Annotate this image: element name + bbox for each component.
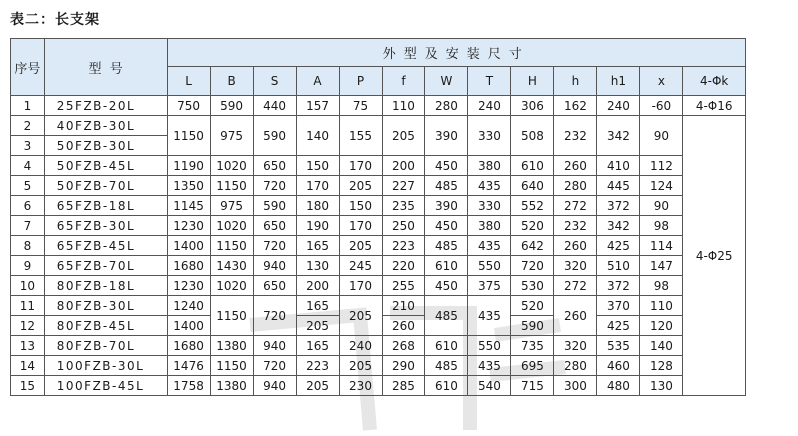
cell-S: 650 (253, 276, 296, 296)
cell-B: 1150 (210, 176, 253, 196)
cell-x: 98 (640, 216, 683, 236)
cell-A: 180 (296, 196, 339, 216)
cell-h1: 480 (597, 376, 640, 396)
cell-h1: 370 (597, 296, 640, 316)
cell-L: 1758 (167, 376, 210, 396)
header-model: 型 号 (44, 39, 167, 96)
cell-f: 255 (382, 276, 425, 296)
cell-L: 1400 (167, 236, 210, 256)
cell-S: 720 (253, 296, 296, 336)
cell-W: 485 (425, 356, 468, 376)
cell-model: 50FZB-45L (44, 156, 167, 176)
cell-f: 210 (382, 296, 425, 316)
table-row (11, 176, 746, 196)
table-row (11, 216, 746, 236)
cell-model: 100FZB-45L (44, 376, 167, 396)
cell-H: 695 (511, 356, 554, 376)
cell-f: 205 (382, 116, 425, 156)
cell-seq: 14 (11, 356, 45, 376)
cell-T: 435 (468, 356, 511, 376)
cell-f: 223 (382, 236, 425, 256)
cell-L: 1150 (167, 116, 210, 156)
cell-P: 170 (339, 156, 382, 176)
cell-S: 650 (253, 156, 296, 176)
cell-seq: 3 (11, 136, 45, 156)
table-row (11, 96, 746, 116)
cell-W: 390 (425, 196, 468, 216)
header-col-A: A (296, 67, 339, 96)
cell-H: 530 (511, 276, 554, 296)
cell-seq: 6 (11, 196, 45, 216)
cell-T: 380 (468, 216, 511, 236)
cell-T: 435 (468, 236, 511, 256)
table-row (11, 296, 746, 316)
cell-P: 155 (339, 116, 382, 156)
cell-A: 190 (296, 216, 339, 236)
cell-seq: 2 (11, 116, 45, 136)
cell-W: 450 (425, 216, 468, 236)
cell-S: 650 (253, 216, 296, 236)
cell-h: 280 (554, 356, 597, 376)
cell-h1: 342 (597, 216, 640, 236)
cell-f: 235 (382, 196, 425, 216)
cell-H: 552 (511, 196, 554, 216)
header-col-S: S (253, 67, 296, 96)
cell-A: 170 (296, 176, 339, 196)
table-row (11, 276, 746, 296)
cell-model: 40FZB-30L (44, 116, 167, 136)
cell-A: 200 (296, 276, 339, 296)
cell-B: 975 (210, 196, 253, 216)
cell-x: -60 (640, 96, 683, 116)
cell-h1: 240 (597, 96, 640, 116)
cell-seq: 12 (11, 316, 45, 336)
cell-P: 75 (339, 96, 382, 116)
cell-model: 50FZB-70L (44, 176, 167, 196)
cell-seq: 10 (11, 276, 45, 296)
cell-P: 205 (339, 296, 382, 336)
cell-h: 260 (554, 236, 597, 256)
cell-h1: 425 (597, 316, 640, 336)
cell-model: 65FZB-70L (44, 256, 167, 276)
cell-A: 205 (296, 376, 339, 396)
cell-L: 1350 (167, 176, 210, 196)
cell-A: 205 (296, 316, 339, 336)
cell-seq: 15 (11, 376, 45, 396)
cell-L: 1680 (167, 336, 210, 356)
cell-H: 610 (511, 156, 554, 176)
cell-f: 268 (382, 336, 425, 356)
cell-P: 170 (339, 216, 382, 236)
cell-seq: 9 (11, 256, 45, 276)
cell-h: 232 (554, 216, 597, 236)
cell-L: 1145 (167, 196, 210, 216)
cell-h1: 372 (597, 196, 640, 216)
cell-L: 1230 (167, 276, 210, 296)
cell-B: 975 (210, 116, 253, 156)
cell-model: 100FZB-30L (44, 356, 167, 376)
cell-h1: 372 (597, 276, 640, 296)
cell-P: 170 (339, 276, 382, 296)
cell-x: 90 (640, 196, 683, 216)
cell-h1: 410 (597, 156, 640, 176)
table-row (11, 376, 746, 396)
header-col-B: B (210, 67, 253, 96)
cell-h: 260 (554, 156, 597, 176)
cell-h: 320 (554, 336, 597, 356)
cell-P: 240 (339, 336, 382, 356)
cell-f: 110 (382, 96, 425, 116)
cell-h: 300 (554, 376, 597, 396)
cell-L: 750 (167, 96, 210, 116)
cell-W: 390 (425, 116, 468, 156)
cell-S: 720 (253, 176, 296, 196)
table-caption: 表二：长支架 (10, 12, 100, 28)
cell-h1: 445 (597, 176, 640, 196)
cell-x: 124 (640, 176, 683, 196)
header-col-H: H (511, 67, 554, 96)
cell-T: 240 (468, 96, 511, 116)
cell-S: 590 (253, 196, 296, 216)
cell-H: 306 (511, 96, 554, 116)
cell-seq: 4 (11, 156, 45, 176)
cell-T: 380 (468, 156, 511, 176)
header-dimensions-group: 外型及安装尺寸 (167, 39, 745, 67)
long-bracket-dimension-table (10, 38, 746, 396)
cell-model: 80FZB-45L (44, 316, 167, 336)
table-row (11, 236, 746, 256)
cell-W: 485 (425, 296, 468, 336)
cell-T: 540 (468, 376, 511, 396)
cell-W: 610 (425, 336, 468, 356)
cell-L: 1230 (167, 216, 210, 236)
cell-model: 65FZB-18L (44, 196, 167, 216)
cell-P: 245 (339, 256, 382, 276)
cell-h1: 510 (597, 256, 640, 276)
cell-P: 205 (339, 356, 382, 376)
header-col-P: P (339, 67, 382, 96)
table-row (11, 356, 746, 376)
cell-T: 330 (468, 196, 511, 216)
cell-h1: 535 (597, 336, 640, 356)
cell-seq: 8 (11, 236, 45, 256)
table-row (11, 116, 746, 136)
cell-T: 330 (468, 116, 511, 156)
header-col-h: h (554, 67, 597, 96)
cell-H: 720 (511, 256, 554, 276)
cell-x: 114 (640, 236, 683, 256)
cell-h: 280 (554, 176, 597, 196)
cell-S: 940 (253, 336, 296, 356)
cell-W: 485 (425, 236, 468, 256)
cell-H: 520 (511, 296, 554, 316)
cell-P: 205 (339, 176, 382, 196)
cell-B: 590 (210, 96, 253, 116)
cell-h1: 460 (597, 356, 640, 376)
table-row (11, 156, 746, 176)
cell-H: 508 (511, 116, 554, 156)
cell-f: 290 (382, 356, 425, 376)
cell-seq: 13 (11, 336, 45, 356)
cell-A: 150 (296, 156, 339, 176)
header-col-T: T (468, 67, 511, 96)
header-col-k: 4-Φk (683, 67, 746, 96)
cell-h: 232 (554, 116, 597, 156)
cell-T: 375 (468, 276, 511, 296)
cell-L: 1476 (167, 356, 210, 376)
cell-S: 940 (253, 256, 296, 276)
cell-f: 220 (382, 256, 425, 276)
cell-A: 165 (296, 236, 339, 256)
cell-model: 80FZB-70L (44, 336, 167, 356)
cell-model: 80FZB-30L (44, 296, 167, 316)
table-row (11, 196, 746, 216)
cell-h: 272 (554, 276, 597, 296)
cell-H: 520 (511, 216, 554, 236)
cell-x: 140 (640, 336, 683, 356)
cell-f: 200 (382, 156, 425, 176)
cell-L: 1190 (167, 156, 210, 176)
cell-A: 157 (296, 96, 339, 116)
cell-seq: 5 (11, 176, 45, 196)
cell-model: 65FZB-30L (44, 216, 167, 236)
cell-h: 272 (554, 196, 597, 216)
cell-seq: 7 (11, 216, 45, 236)
cell-L: 1400 (167, 316, 210, 336)
cell-model: 50FZB-30L (44, 136, 167, 156)
cell-P: 205 (339, 236, 382, 256)
cell-k: 4-Φ16 (683, 96, 746, 116)
cell-H: 715 (511, 376, 554, 396)
cell-T: 550 (468, 256, 511, 276)
cell-T: 435 (468, 296, 511, 336)
cell-W: 280 (425, 96, 468, 116)
cell-B: 1150 (210, 356, 253, 376)
cell-S: 720 (253, 356, 296, 376)
cell-P: 230 (339, 376, 382, 396)
cell-W: 610 (425, 256, 468, 276)
header-col-f: f (382, 67, 425, 96)
cell-x: 120 (640, 316, 683, 336)
cell-B: 1150 (210, 296, 253, 336)
cell-S: 590 (253, 116, 296, 156)
cell-W: 610 (425, 376, 468, 396)
header-col-x: x (640, 67, 683, 96)
cell-h1: 342 (597, 116, 640, 156)
cell-h: 320 (554, 256, 597, 276)
cell-f: 260 (382, 316, 425, 336)
cell-x: 110 (640, 296, 683, 316)
cell-model: 80FZB-18L (44, 276, 167, 296)
cell-A: 140 (296, 116, 339, 156)
cell-H: 640 (511, 176, 554, 196)
table-row (11, 256, 746, 276)
cell-f: 250 (382, 216, 425, 236)
cell-H: 642 (511, 236, 554, 256)
cell-T: 435 (468, 176, 511, 196)
cell-seq: 11 (11, 296, 45, 316)
cell-B: 1150 (210, 236, 253, 256)
header-col-W: W (425, 67, 468, 96)
cell-P: 150 (339, 196, 382, 216)
cell-A: 223 (296, 356, 339, 376)
cell-f: 285 (382, 376, 425, 396)
cell-model: 25FZB-20L (44, 96, 167, 116)
cell-x: 98 (640, 276, 683, 296)
header-col-L: L (167, 67, 210, 96)
cell-W: 450 (425, 276, 468, 296)
header-col-h1: h1 (597, 67, 640, 96)
cell-B: 1020 (210, 156, 253, 176)
cell-S: 440 (253, 96, 296, 116)
cell-B: 1020 (210, 216, 253, 236)
cell-H: 735 (511, 336, 554, 356)
cell-S: 940 (253, 376, 296, 396)
cell-W: 485 (425, 176, 468, 196)
cell-seq: 1 (11, 96, 45, 116)
cell-h1: 425 (597, 236, 640, 256)
table-row (11, 336, 746, 356)
cell-S: 720 (253, 236, 296, 256)
cell-x: 112 (640, 156, 683, 176)
cell-A: 165 (296, 336, 339, 356)
cell-B: 1020 (210, 276, 253, 296)
cell-f: 227 (382, 176, 425, 196)
cell-L: 1680 (167, 256, 210, 276)
cell-T: 550 (468, 336, 511, 356)
cell-B: 1430 (210, 256, 253, 276)
cell-x: 147 (640, 256, 683, 276)
cell-H: 590 (511, 316, 554, 336)
cell-W: 450 (425, 156, 468, 176)
cell-A: 130 (296, 256, 339, 276)
header-seq: 序号 (11, 39, 45, 96)
cell-x: 130 (640, 376, 683, 396)
cell-h: 260 (554, 296, 597, 336)
cell-B: 1380 (210, 376, 253, 396)
cell-A: 165 (296, 296, 339, 316)
cell-k-merged: 4-Φ25 (683, 116, 746, 396)
cell-h: 162 (554, 96, 597, 116)
cell-x: 90 (640, 116, 683, 156)
cell-B: 1380 (210, 336, 253, 356)
cell-L: 1240 (167, 296, 210, 316)
cell-model: 65FZB-45L (44, 236, 167, 256)
cell-x: 128 (640, 356, 683, 376)
